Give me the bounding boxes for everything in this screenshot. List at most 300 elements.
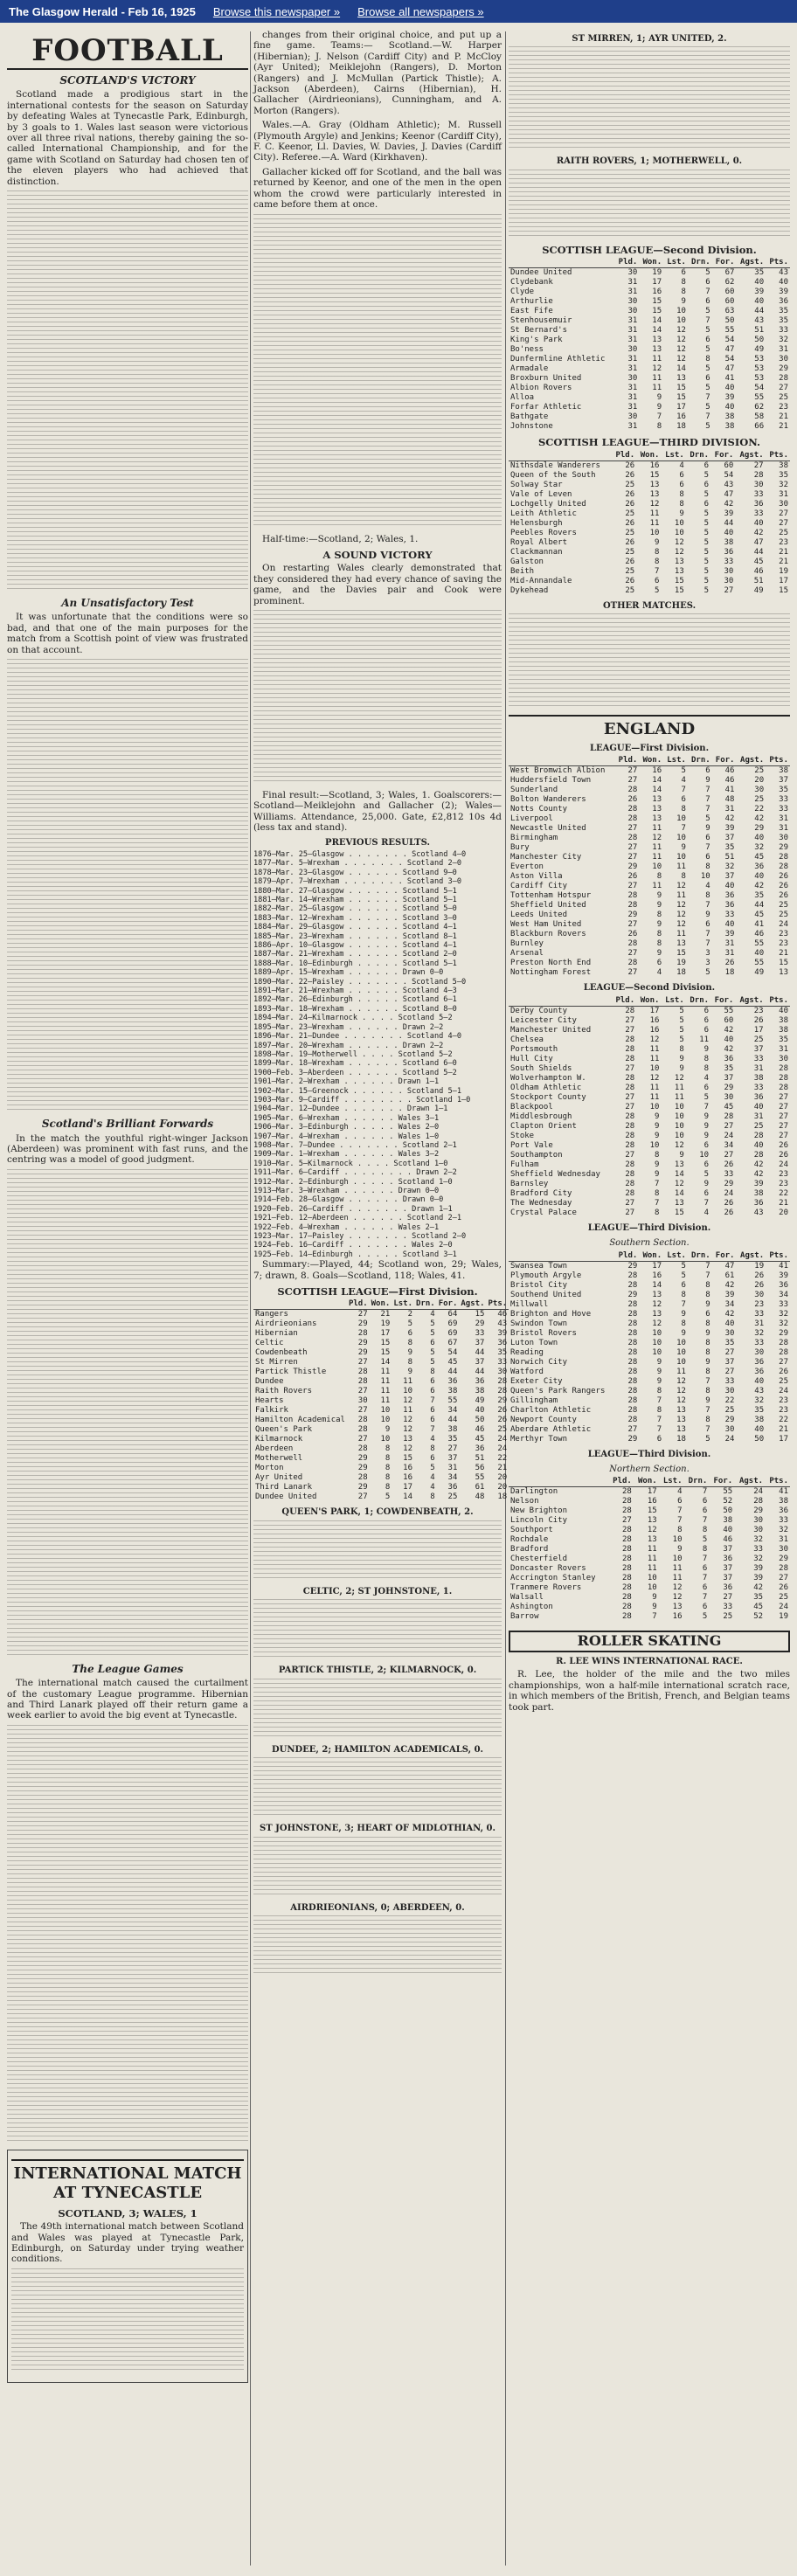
table-cell: 5 [705,364,710,374]
table-cell: 28 [625,1083,635,1092]
table-cell: Aberdare Athletic [510,1424,592,1434]
table-cell: 8 [703,1063,710,1073]
table-row [509,490,790,500]
table-cell: 11 [672,1564,683,1574]
table-cell: 7 [705,930,710,939]
table-cell: 5 [679,1015,684,1025]
table-cell: 10 [676,1347,686,1357]
table-cell: 22 [754,805,765,814]
table-cell: 15 [649,470,660,480]
table-cell: Nottingham Forest [510,968,592,978]
table-cell: 40 [724,882,735,891]
table-cell: 29 [627,911,638,920]
table-cell: 51 [753,576,764,585]
scottish-league-first-division-title: SCOTTISH LEAGUE—First Division. [277,1285,478,1298]
table-row [509,891,790,901]
table-row [509,364,790,374]
table-row [509,843,790,853]
table-cell: 25 [447,1492,458,1502]
table-cell: 12 [403,1416,413,1425]
table-row [253,1483,509,1492]
table-cell: 5 [703,509,710,518]
table-cell: 36 [497,1339,508,1348]
table-cell: 31 [779,1535,788,1545]
match-report-heading: PARTICK THISTLE, 2; KILMARNOCK, 0. [278,1665,477,1676]
table-cell: Cowdenbeath [255,1348,308,1358]
table-cell: 36 [723,1583,733,1593]
table-cell: 35 [724,843,735,853]
table-cell: 28 [357,1368,368,1377]
table-cell: 46 [753,566,764,576]
table-cell: Luton Town [510,1338,558,1347]
table-cell: 29 [357,1454,368,1464]
table-cell: Forfar Athletic [510,403,582,412]
table-header-cell: Pts. [765,1477,790,1487]
table-cell: Southport [510,1526,553,1535]
table-cell: 28 [622,1574,632,1583]
table-cell: 9 [703,1044,710,1054]
table-cell: Notts County [510,805,568,814]
table-cell: 43 [724,480,734,489]
table-cell: Liverpool [510,814,553,824]
table-cell: 55 [724,1006,734,1015]
table-cell: 40 [724,528,734,537]
table-cell: Queen of the South [510,470,596,480]
table-row [509,1348,790,1358]
table-cell: 27 [625,1063,635,1073]
table-cell: 9 [656,949,662,959]
table-cell: 28 [622,1555,632,1564]
table-cell: 26 [497,1416,508,1425]
table-cell: 8 [681,287,686,297]
table-header-cell: Drn. [688,756,712,766]
previous-result-row: 1893—Mar. 18—Wrexham . . . . . . Scotland 8—0 [253,1004,457,1014]
table-cell: 50 [475,1416,485,1425]
table-cell: 39 [724,509,734,518]
table-row [509,1535,790,1545]
table-cell: 38 [447,1387,458,1396]
table-cell: 29 [724,1179,734,1188]
table-cell: 5 [705,268,710,278]
table-cell: 16 [649,460,660,470]
table-cell: 28 [625,1054,635,1063]
table-cell: 42 [754,882,765,891]
table-cell: 36 [779,1506,788,1516]
table-cell: 8 [656,911,662,920]
table-cell: 12 [403,1425,413,1435]
table-cell: 40 [753,1102,764,1111]
table-row [509,776,790,786]
table-cell: 6 [703,1015,710,1025]
table-cell: Southend United [510,1290,582,1299]
table-cell: Bristol City [510,1280,568,1290]
table-cell: 13 [676,1415,686,1424]
table-cell: 40 [724,403,735,412]
table-cell: 35 [779,316,788,326]
table-cell: Johnstone [510,422,553,432]
table-cell: 8 [407,1358,413,1368]
table-cell: 27 [625,1015,635,1025]
table-cell: 8 [430,1368,435,1377]
table-cell: 41 [779,1261,788,1271]
table-cell: Airdrieonians [255,1319,317,1329]
table-cell: 26 [779,882,788,891]
table-row [253,1406,509,1416]
table-cell: 14 [674,1169,684,1179]
table-cell: 20 [497,1483,508,1492]
table-cell: 25 [754,795,765,805]
table-cell: 13 [652,814,662,824]
table-cell: 25 [723,1612,733,1622]
table-cell: 15 [403,1454,413,1464]
table-cell: 4 [430,1435,435,1444]
table-cell: 7 [705,786,710,795]
table-cell: 15 [676,384,686,393]
table-row [509,872,790,882]
table-cell: Barnsley [510,1179,549,1188]
table-cell: 30 [724,1386,735,1395]
table-cell: 16 [672,1612,683,1622]
table-row [509,1151,790,1160]
table-cell: 35 [497,1348,508,1358]
table-row [509,1112,790,1122]
table-cell: 26 [779,1140,788,1150]
table-cell: 9 [681,1328,686,1338]
table-cell: 25 [625,528,635,537]
table-cell: 8 [681,1319,686,1328]
table-cell: 24 [779,1160,788,1169]
table-cell: 7 [681,1299,686,1309]
table-row [509,968,790,978]
table-cell: 24 [753,1487,764,1497]
column-match-details [253,30,508,2569]
table-cell: 28 [497,1387,508,1396]
table-row [509,1074,790,1084]
table-cell: Wolverhampton W. [510,1073,586,1083]
table-cell: 27 [724,585,734,595]
table-row [509,481,790,490]
other-matches-title: OTHER MATCHES. [602,600,697,611]
table-cell: 36 [724,901,735,911]
table-cell: 26 [625,576,635,585]
table-cell: 4 [679,460,684,470]
scottish-league-first-division-table [253,1299,509,1502]
previous-result-row: 1879—Apr. 7—Wrexham . . . . . . . Scotland 3—0 [253,877,461,887]
table-cell: 31 [627,287,638,297]
table-cell: 15 [779,585,788,595]
table-cell: 13 [647,1516,657,1526]
table-cell: 55 [724,326,735,336]
table-cell: 23 [754,1299,765,1309]
table-cell: Southampton [510,1150,563,1160]
table-cell: 17 [647,1487,657,1497]
table-cell: 7 [655,1179,660,1188]
table-cell: 14 [380,1358,391,1368]
england-first-division-table [509,756,790,978]
table-cell: 29 [779,1555,788,1564]
table-cell: 5 [703,518,710,528]
table-cell: 12 [676,911,686,920]
table-row [509,1291,790,1300]
table-cell: Leith Athletic [510,509,577,518]
table-cell: 24 [779,1386,788,1395]
table-cell: 22 [779,1415,788,1424]
table-cell: 18 [724,968,735,978]
table-cell: East Fife [510,307,553,316]
table-cell: 7 [705,843,710,853]
table-cell: 9 [655,1160,660,1169]
match-report-heading: CELTIC, 2; ST JOHNSTONE, 1. [302,1586,453,1596]
table-cell: 10 [676,853,686,862]
table-header-cell: Agst. [735,996,765,1007]
table-cell: 27 [625,1198,635,1208]
table-cell: 27 [357,1406,368,1416]
table-cell: 15 [647,1506,657,1516]
table-cell: 7 [655,566,660,576]
table-cell: 35 [754,268,765,278]
table-cell: 67 [724,268,735,278]
table-cell: 23 [779,403,788,412]
table-cell: 32 [779,1309,788,1319]
halftime-score: Half-time:—Scotland, 2; Wales, 1. [262,533,419,544]
table-cell: Raith Rovers [255,1387,313,1396]
table-cell: 12 [676,882,686,891]
article-text-block [7,1169,248,1658]
table-cell: 33 [723,1603,733,1612]
table-cell: 62 [724,278,735,287]
table-cell: 14 [652,1280,662,1290]
table-cell: 33 [724,557,734,566]
table-row [253,1329,509,1339]
table-cell: 46 [754,930,765,939]
table-cell: 41 [724,786,735,795]
table-cell: 6 [430,1339,435,1348]
table-cell: 9 [656,1367,662,1376]
table-cell: 22 [724,1395,735,1405]
table-cell: 6 [681,1280,686,1290]
table-cell: 27 [627,968,638,978]
table-cell: 27 [627,843,638,853]
table-cell: 28 [627,1386,638,1395]
table-cell: Armadale [510,364,549,374]
previous-result-row: 1908—Mar. 7—Dundee . . . . . . . Scotland 2—1 [253,1140,457,1150]
table-cell: 11 [674,1083,684,1092]
table-cell: 10 [652,1347,662,1357]
table-cell: Ashington [510,1603,553,1612]
table-cell: 6 [703,1006,710,1015]
table-cell: 8 [705,891,710,901]
table-cell: 27 [723,1593,733,1603]
previous-result-row: 1914—Feb. 28—Glasgow . . . . . . Drawn 0—0 [253,1195,444,1205]
table-row [509,1189,790,1199]
table-row [509,403,790,412]
table-cell: 5 [430,1329,435,1339]
table-cell: 28 [357,1377,368,1387]
table-header-cell [509,996,612,1007]
table-cell: 26 [627,795,638,805]
table-cell: 23 [779,1169,788,1179]
table-cell: 11 [403,1406,413,1416]
table-row [253,1492,509,1502]
teams-paragraph: Wales.—A. Gray (Oldham Athletic); M. Russell (Plymouth Argyle) and Jenkins; Keenor (Cardiff City), F. C. Keenor, Ll. Davies, W. Davies, J. Davies (Cardiff City). Referee.—A. Ward (Kirkhaven). [253,120,502,163]
table-cell: 7 [677,1506,683,1516]
table-cell: 28 [622,1593,632,1603]
table-cell: 7 [656,412,662,422]
table-cell: 10 [676,814,686,824]
table-cell: 19 [779,1612,788,1622]
article-text-block [11,2268,244,2373]
newspaper-page [0,23,797,2576]
table-cell: 17 [652,1261,662,1271]
table-cell: Merthyr Town [510,1434,568,1444]
table-cell: 4 [430,1310,435,1319]
table-cell: 45 [447,1358,458,1368]
table-cell: 32 [779,1526,788,1535]
table-cell: 7 [430,1396,435,1406]
table-cell: 9 [652,1593,657,1603]
table-cell: 15 [674,585,684,595]
table-cell: 42 [753,1583,764,1593]
table-cell: 10 [672,1535,683,1545]
table-cell: 31 [627,278,638,287]
table-cell: 24 [497,1435,508,1444]
table-cell: 11 [676,891,686,901]
table-cell: 39 [779,1271,788,1280]
table-row [509,1170,790,1180]
table-cell: 29 [724,1415,735,1424]
table-cell: 4 [705,882,710,891]
table-cell: 10 [699,1150,710,1160]
previous-result-row: 1888—Mar. 10—Edinburgh . . . . . Scotland 5—1 [253,959,457,968]
table-cell: 33 [753,1545,764,1555]
table-cell: 8 [679,1044,684,1054]
table-row [509,1387,790,1396]
table-cell: 26 [625,470,635,480]
table-cell: 26 [779,872,788,882]
table-header-cell: Pts. [766,756,790,766]
table-cell: 7 [705,939,710,949]
table-cell: 35 [753,1593,764,1603]
table-cell: 60 [724,297,735,307]
article-paragraph: Scotland made a prodigious start in the international contests for the season on Saturday by defeating Wales at Tynecastle Park, Edinburgh, by 3 goals to 1. Wales last season were victorious over all three rival nations, thereby gaining the so-called International Championship, and for the game with Scotland on Saturday had chosen ten of the eleven players who had achieved that distinction. [7,89,248,187]
table-cell: 64 [447,1310,458,1319]
previous-result-row: 1902—Mar. 15—Greenock . . . . . . Scotland 5—1 [253,1086,461,1096]
table-cell: 10 [676,1338,686,1347]
table-cell: 14 [652,316,662,326]
table-cell: 8 [681,278,686,287]
browse-all-newspapers-link[interactable]: Browse all newspapers » [357,4,484,18]
match-report-heading: ST JOHNSTONE, 3; HEART OF MIDLOTHIAN, 0. [260,1824,496,1834]
table-cell: 9 [655,1131,660,1140]
table-row [253,1358,509,1368]
table-cell: 30 [779,355,788,364]
table-cell: 10 [649,1102,660,1111]
table-cell: 40 [724,384,735,393]
table-cell: 6 [703,1140,710,1150]
table-cell: 20 [754,776,765,786]
table-cell: Bo'ness [510,345,544,355]
table-cell: 60 [724,287,735,297]
table-cell: 16 [403,1473,413,1483]
table-cell: 45 [724,1102,734,1111]
table-cell: 33 [753,489,764,499]
table-row [509,1574,790,1583]
top-navigation-bar [0,0,797,23]
table-cell: 5 [705,384,710,393]
table-row [509,959,790,968]
table-cell: 40 [723,1526,733,1535]
table-cell: 12 [649,1035,660,1044]
table-cell: 36 [724,891,735,901]
table-header-cell: Pts. [766,996,790,1007]
table-cell: 13 [676,1405,686,1415]
table-cell: Aston Villa [510,872,563,882]
table-cell: 26 [779,891,788,901]
table-cell: 8 [385,1444,391,1454]
table-cell: 41 [779,1487,788,1497]
table-cell: 9 [679,1150,684,1160]
table-cell: 35 [724,1063,734,1073]
table-cell: Accrington Stanley [510,1574,596,1583]
table-cell: 11 [647,1564,657,1574]
table-cell: 42 [724,814,735,824]
table-cell: 19 [380,1319,391,1329]
table-cell: 7 [655,1198,660,1208]
table-cell: 24 [724,1131,734,1140]
article-paragraph: Gallacher kicked off for Scotland, and the ball was returned by Keenor, and one of the men in the open whom the crowd were particularly interested in came before them at once. [253,166,502,211]
table-cell: 27 [627,882,638,891]
table-cell: 66 [754,422,765,432]
table-cell: Broxburn United [510,374,582,384]
table-cell: 36 [779,297,788,307]
column-football-report [7,30,248,2569]
table-cell: Doncaster Rovers [510,1564,586,1574]
table-cell: 31 [779,1044,788,1054]
table-row [509,1506,790,1516]
table-cell: 11 [652,824,662,834]
previous-result-row: 1907—Mar. 4—Wrexham . . . . . . Wales 1—0 [253,1132,440,1141]
table-cell: 6 [656,959,662,968]
table-cell: 28 [625,1140,635,1150]
table-cell: 12 [674,537,684,547]
table-cell: 25 [625,547,635,557]
table-cell: 9 [679,1063,684,1073]
table-cell: 10 [652,862,662,872]
table-cell: 9 [655,537,660,547]
table-cell: 28 [622,1497,632,1506]
table-cell: Millwall [510,1299,549,1309]
table-cell: 9 [655,1121,660,1131]
previous-result-row: 1912—Mar. 2—Edinburgh . . . . . Scotland 1—0 [253,1177,453,1187]
table-cell: 16 [649,1025,660,1035]
article-text-block [7,659,248,1113]
table-cell: Manchester United [510,1025,592,1035]
table-cell: 28 [627,1299,638,1309]
table-header-cell: Won. [639,258,663,268]
browse-this-newspaper-link[interactable]: Browse this newspaper » [212,4,341,18]
table-header-cell: Lst. [661,996,685,1007]
table-cell: 9 [681,843,686,853]
table-cell: 12 [403,1444,413,1454]
table-cell: 6 [407,1329,413,1339]
table-cell: 38 [723,1516,733,1526]
table-cell: 36 [475,1377,485,1387]
table-cell: 15 [676,393,686,403]
table-cell: 8 [656,1386,662,1395]
table-cell: 26 [754,1280,765,1290]
table-cell: 30 [754,786,765,795]
england-third-division-north-title: LEAGUE—Third Division. [587,1449,711,1459]
